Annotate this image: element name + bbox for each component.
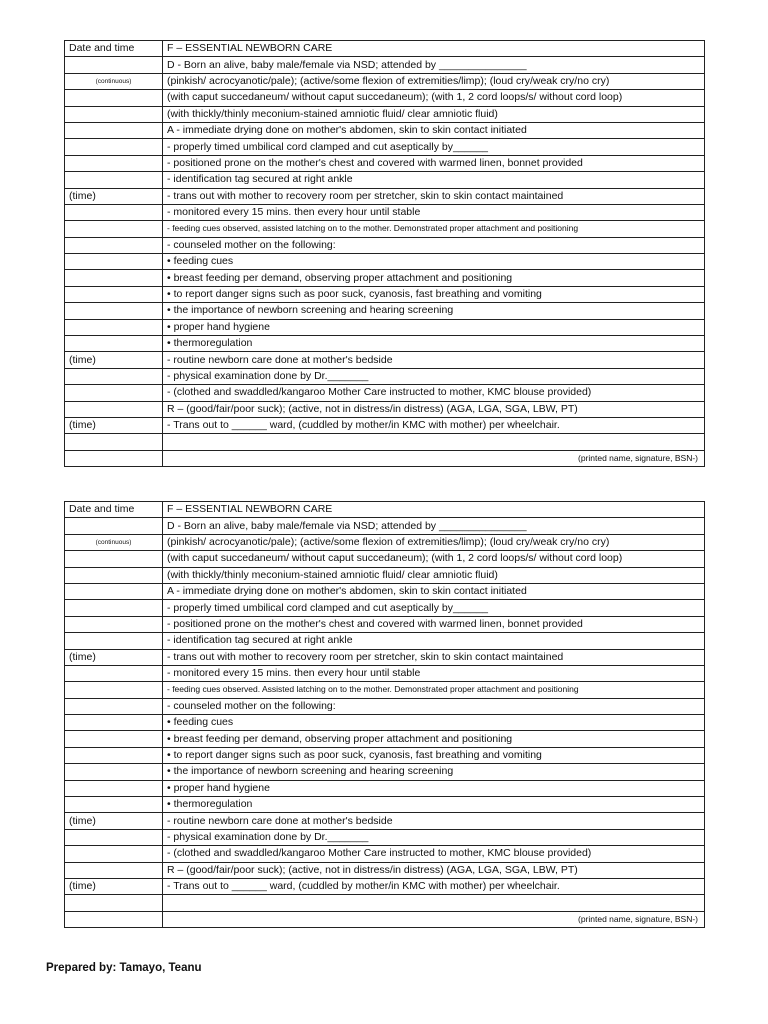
table-row — [65, 829, 705, 845]
table-row — [65, 731, 705, 747]
time-cell — [65, 780, 163, 796]
table-row — [65, 417, 705, 433]
table-row — [65, 780, 705, 796]
time-cell: (time) — [65, 188, 163, 204]
table-row — [65, 747, 705, 763]
entry-cell: • thermoregulation — [163, 797, 705, 813]
time-cell — [65, 319, 163, 335]
time-cell — [65, 764, 163, 780]
time-cell — [65, 368, 163, 384]
entry-cell — [163, 434, 705, 450]
table-row — [65, 911, 705, 927]
time-cell — [65, 518, 163, 534]
table-row — [65, 682, 705, 698]
date-time-header: Date and time — [65, 41, 163, 57]
time-cell — [65, 829, 163, 845]
entry-cell: • proper hand hygiene — [163, 319, 705, 335]
entry-cell: - physical examination done by Dr._______ — [163, 368, 705, 384]
time-cell — [65, 616, 163, 632]
time-cell — [65, 583, 163, 599]
time-cell — [65, 204, 163, 220]
table-row — [65, 385, 705, 401]
table-row — [65, 237, 705, 253]
time-cell — [65, 797, 163, 813]
entry-cell: (with caput succedaneum/ without caput succedaneum); (with 1, 2 cord loops/s/ without cord loop) — [163, 551, 705, 567]
entry-cell: - monitored every 15 mins. then every hour until stable — [163, 204, 705, 220]
entry-cell: • thermoregulation — [163, 336, 705, 352]
entry-cell: • proper hand hygiene — [163, 780, 705, 796]
time-cell — [65, 846, 163, 862]
entry-cell: D - Born an alive, baby male/female via NSD; attended by _______________ — [163, 518, 705, 534]
entry-cell: (pinkish/ acrocyanotic/pale); (active/some flexion of extremities/limp); (loud cry/weak cry/no cry) — [163, 534, 705, 550]
entry-cell: • breast feeding per demand, observing proper attachment and positioning — [163, 731, 705, 747]
table-row — [65, 583, 705, 599]
header-row — [65, 41, 705, 57]
time-cell — [65, 715, 163, 731]
section-title: F – ESSENTIAL NEWBORN CARE — [163, 502, 705, 518]
section-title: F – ESSENTIAL NEWBORN CARE — [163, 41, 705, 57]
signature-line: (printed name, signature, BSN-) — [163, 911, 705, 927]
entry-cell: - routine newborn care done at mother's bedside — [163, 352, 705, 368]
table-row — [65, 698, 705, 714]
entry-cell: - feeding cues observed, assisted latching on to the mother. Demonstrated proper attachment and positioning — [163, 221, 705, 237]
table-row — [65, 254, 705, 270]
newborn-care-table-2 — [64, 501, 705, 928]
time-cell — [65, 254, 163, 270]
entry-cell: - Trans out to ______ ward, (cuddled by mother/in KMC with mother) per wheelchair. — [163, 878, 705, 894]
table-row — [65, 551, 705, 567]
time-cell — [65, 270, 163, 286]
entry-cell: • to report danger signs such as poor suck, cyanosis, fast breathing and vomiting — [163, 747, 705, 763]
table-row — [65, 862, 705, 878]
table-row — [65, 665, 705, 681]
date-time-header: Date and time — [65, 502, 163, 518]
header-row — [65, 502, 705, 518]
entry-cell: - routine newborn care done at mother's bedside — [163, 813, 705, 829]
entry-cell: - (clothed and swaddled/kangaroo Mother Care instructed to mother, KMC blouse provided) — [163, 385, 705, 401]
entry-cell: - counseled mother on the following: — [163, 698, 705, 714]
time-cell — [65, 731, 163, 747]
time-cell: (time) — [65, 813, 163, 829]
time-cell — [65, 633, 163, 649]
entry-cell: - physical examination done by Dr._______ — [163, 829, 705, 845]
signature-line: (printed name, signature, BSN-) — [163, 450, 705, 466]
entry-cell: • breast feeding per demand, observing proper attachment and positioning — [163, 270, 705, 286]
time-cell — [65, 221, 163, 237]
entry-cell — [163, 895, 705, 911]
entry-cell: - identification tag secured at right ankle — [163, 633, 705, 649]
entry-cell: A - immediate drying done on mother's abdomen, skin to skin contact initiated — [163, 122, 705, 138]
time-cell — [65, 895, 163, 911]
entry-cell: D - Born an alive, baby male/female via NSD; attended by _______________ — [163, 57, 705, 73]
table-row — [65, 518, 705, 534]
prepared-by: Prepared by: Tamayo, Teanu — [46, 962, 202, 974]
table-row — [65, 90, 705, 106]
entry-cell: - counseled mother on the following: — [163, 237, 705, 253]
time-cell — [65, 172, 163, 188]
table-row — [65, 813, 705, 829]
entry-cell: • feeding cues — [163, 715, 705, 731]
entry-cell: - identification tag secured at right ankle — [163, 172, 705, 188]
time-cell — [65, 401, 163, 417]
table-row — [65, 797, 705, 813]
table-row — [65, 336, 705, 352]
time-cell — [65, 698, 163, 714]
time-cell: (continuous) — [65, 73, 163, 89]
time-cell: (time) — [65, 649, 163, 665]
entry-cell: R – (good/fair/poor suck); (active, not in distress/in distress) (AGA, LGA, SGA, LBW, PT) — [163, 862, 705, 878]
time-cell — [65, 665, 163, 681]
time-cell — [65, 286, 163, 302]
entry-cell: (with thickly/thinly meconium-stained amniotic fluid/ clear amniotic fluid) — [163, 567, 705, 583]
time-cell: (time) — [65, 352, 163, 368]
time-cell — [65, 911, 163, 927]
time-cell — [65, 90, 163, 106]
time-cell — [65, 303, 163, 319]
table-row — [65, 172, 705, 188]
time-cell — [65, 336, 163, 352]
table-row — [65, 188, 705, 204]
entry-cell: - monitored every 15 mins. then every hour until stable — [163, 665, 705, 681]
time-cell — [65, 551, 163, 567]
entry-cell: - positioned prone on the mother's chest and covered with warmed linen, bonnet provided — [163, 616, 705, 632]
table-row — [65, 204, 705, 220]
entry-cell: • the importance of newborn screening and hearing screening — [163, 303, 705, 319]
entry-cell: • to report danger signs such as poor suck, cyanosis, fast breathing and vomiting — [163, 286, 705, 302]
time-cell — [65, 57, 163, 73]
table-row — [65, 401, 705, 417]
table-row — [65, 122, 705, 138]
table-row — [65, 633, 705, 649]
time-cell: (continuous) — [65, 534, 163, 550]
time-cell — [65, 862, 163, 878]
time-cell — [65, 567, 163, 583]
entry-cell: - feeding cues observed. Assisted latching on to the mother. Demonstrated proper attachment and positioning — [163, 682, 705, 698]
table-row — [65, 352, 705, 368]
entry-cell: - properly timed umbilical cord clamped and cut aseptically by______ — [163, 139, 705, 155]
table-row — [65, 715, 705, 731]
entry-cell: • feeding cues — [163, 254, 705, 270]
entry-cell: - Trans out to ______ ward, (cuddled by mother/in KMC with mother) per wheelchair. — [163, 417, 705, 433]
table-row — [65, 368, 705, 384]
entry-cell: - trans out with mother to recovery room per stretcher, skin to skin contact maintained — [163, 649, 705, 665]
table-row — [65, 434, 705, 450]
time-cell — [65, 155, 163, 171]
entry-cell: - trans out with mother to recovery room per stretcher, skin to skin contact maintained — [163, 188, 705, 204]
time-cell — [65, 237, 163, 253]
table-row — [65, 155, 705, 171]
table-row — [65, 57, 705, 73]
time-cell — [65, 106, 163, 122]
time-cell — [65, 747, 163, 763]
time-cell — [65, 122, 163, 138]
entry-cell: A - immediate drying done on mother's abdomen, skin to skin contact initiated — [163, 583, 705, 599]
entry-cell: (with caput succedaneum/ without caput succedaneum); (with 1, 2 cord loops/s/ without cord loop) — [163, 90, 705, 106]
table-row — [65, 221, 705, 237]
table-row — [65, 764, 705, 780]
table-row — [65, 286, 705, 302]
table-row — [65, 895, 705, 911]
table-row — [65, 878, 705, 894]
entry-cell: - (clothed and swaddled/kangaroo Mother Care instructed to mother, KMC blouse provided) — [163, 846, 705, 862]
time-cell — [65, 139, 163, 155]
time-cell — [65, 434, 163, 450]
table-row — [65, 73, 705, 89]
table-row — [65, 319, 705, 335]
entry-cell: (pinkish/ acrocyanotic/pale); (active/some flexion of extremities/limp); (loud cry/weak cry/no cry) — [163, 73, 705, 89]
time-cell — [65, 682, 163, 698]
table-row — [65, 139, 705, 155]
table-row — [65, 450, 705, 466]
table-row — [65, 846, 705, 862]
table-row — [65, 616, 705, 632]
table-row — [65, 106, 705, 122]
time-cell — [65, 385, 163, 401]
entry-cell: • the importance of newborn screening and hearing screening — [163, 764, 705, 780]
time-cell — [65, 600, 163, 616]
entry-cell: R – (good/fair/poor suck); (active, not in distress/in distress) (AGA, LGA, SGA, LBW, PT) — [163, 401, 705, 417]
table-row — [65, 303, 705, 319]
table-row — [65, 534, 705, 550]
table-row — [65, 270, 705, 286]
table-row — [65, 567, 705, 583]
entry-cell: - positioned prone on the mother's chest and covered with warmed linen, bonnet provided — [163, 155, 705, 171]
table-row — [65, 600, 705, 616]
time-cell — [65, 450, 163, 466]
table-row — [65, 649, 705, 665]
entry-cell: - properly timed umbilical cord clamped and cut aseptically by______ — [163, 600, 705, 616]
entry-cell: (with thickly/thinly meconium-stained amniotic fluid/ clear amniotic fluid) — [163, 106, 705, 122]
time-cell: (time) — [65, 878, 163, 894]
time-cell: (time) — [65, 417, 163, 433]
newborn-care-table-1 — [64, 40, 705, 467]
